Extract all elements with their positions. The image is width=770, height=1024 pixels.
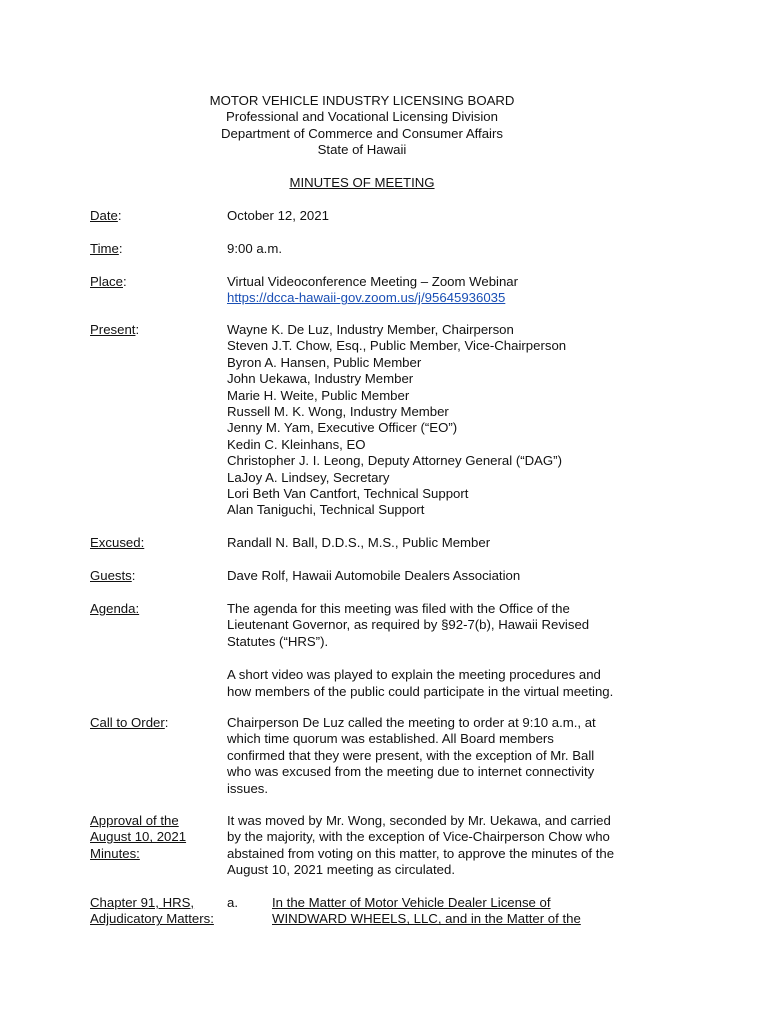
- chapter91-label-line: Adjudicatory Matters:: [90, 911, 214, 927]
- chapter91-label: [90, 895, 240, 928]
- place-label: Place:: [90, 274, 127, 289]
- call-to-order-line: confirmed that they were present, with the exception of Mr. Ball: [227, 747, 595, 763]
- call-to-order-label: Call to Order:: [90, 715, 169, 730]
- call-to-order-line: which time quorum was established. All Board members: [227, 731, 554, 747]
- document-header: [0, 93, 724, 159]
- chapter91-label-line: Chapter 91, HRS,: [90, 895, 195, 910]
- agenda-line: how members of the public could participate in the virtual meeting.: [227, 683, 614, 699]
- approval-label-line: August 10, 2021: [90, 829, 187, 845]
- attendee: Steven J.T. Chow, Esq., Public Member, Vice-Chairperson: [227, 338, 567, 354]
- attendee: LaJoy A. Lindsey, Secretary: [227, 469, 390, 485]
- time-label: Time:: [90, 241, 123, 256]
- excused-value: Randall N. Ball, D.D.S., M.S., Public Member: [227, 535, 491, 550]
- call-to-order-line: who was excused from the meeting due to internet connectivity: [227, 764, 595, 780]
- chapter91-item-line: In the Matter of Motor Vehicle Dealer License of: [272, 895, 551, 910]
- attendee: John Uekawa, Industry Member: [227, 371, 414, 387]
- excused-label: Excused:: [90, 535, 145, 550]
- agenda-line: Lieutenant Governor, as required by §92-7(b), Hawaii Revised: [227, 617, 590, 633]
- attendee: Russell M. K. Wong, Industry Member: [227, 404, 449, 420]
- approval-line: It was moved by Mr. Wong, seconded by Mr. Uekawa, and carried: [227, 813, 611, 828]
- attendee: Lori Beth Van Cantfort, Technical Support: [227, 486, 469, 502]
- date-label: Date:: [90, 208, 122, 223]
- approval-line: by the majority, with the exception of Vice-Chairperson Chow who: [227, 829, 610, 845]
- page-title: MINUTES OF MEETING: [289, 175, 435, 190]
- agenda-text: [227, 601, 647, 700]
- call-to-order-line: Chairperson De Luz called the meeting to order at 9:10 a.m., at: [227, 715, 596, 730]
- agenda-label: Agenda:: [90, 601, 140, 616]
- place-text: Virtual Videoconference Meeting – Zoom Webinar: [227, 274, 519, 289]
- approval-label-line: Minutes:: [90, 845, 140, 861]
- attendee: Kedin C. Kleinhans, EO: [227, 436, 366, 452]
- attendee: Jenny M. Yam, Executive Officer (“EO”): [227, 420, 458, 436]
- call-to-order-text: [227, 715, 647, 797]
- item-letter: a.: [227, 895, 238, 910]
- board-name: MOTOR VEHICLE INDUSTRY LICENSING BOARD: [209, 93, 515, 108]
- chapter91-item: [272, 895, 581, 928]
- guests-label: Guests:: [90, 568, 136, 583]
- department-name: Department of Commerce and Consumer Affairs: [221, 125, 503, 141]
- division-name: Professional and Vocational Licensing Division: [226, 109, 498, 125]
- attendee: Marie H. Weite, Public Member: [227, 387, 410, 403]
- attendee: Byron A. Hansen, Public Member: [227, 354, 422, 370]
- present-label: Present:: [90, 322, 140, 337]
- attendee: Alan Taniguchi, Technical Support: [227, 502, 425, 518]
- agenda-line: The agenda for this meeting was filed with the Office of the: [227, 601, 570, 616]
- approval-label-line: Approval of the: [90, 813, 179, 828]
- time-value: 9:00 a.m.: [227, 241, 282, 256]
- attendee: Christopher J. I. Leong, Deputy Attorney General (“DAG”): [227, 453, 562, 469]
- agenda-line: A short video was played to explain the meeting procedures and: [227, 667, 601, 683]
- call-to-order-line: issues.: [227, 780, 269, 796]
- state-name: State of Hawaii: [317, 142, 407, 158]
- approval-label: [90, 813, 225, 862]
- approval-line: August 10, 2021 meeting as circulated.: [227, 862, 455, 878]
- place-value: [227, 274, 647, 307]
- attendee: Wayne K. De Luz, Industry Member, Chairperson: [227, 322, 514, 337]
- zoom-link[interactable]: https://dcca-hawaii-gov.zoom.us/j/95645936035: [227, 290, 506, 306]
- guests-value: Dave Rolf, Hawaii Automobile Dealers Association: [227, 568, 521, 583]
- present-list: [227, 322, 647, 519]
- approval-line: abstained from voting on this matter, to approve the minutes of the: [227, 845, 615, 861]
- chapter91-item-line: WINDWARD WHEELS, LLC, and in the Matter of the: [272, 911, 581, 927]
- approval-text: [227, 813, 647, 879]
- agenda-line: Statutes (“HRS”).: [227, 633, 329, 649]
- paragraph-gap: [227, 650, 647, 667]
- date-value: October 12, 2021: [227, 208, 329, 223]
